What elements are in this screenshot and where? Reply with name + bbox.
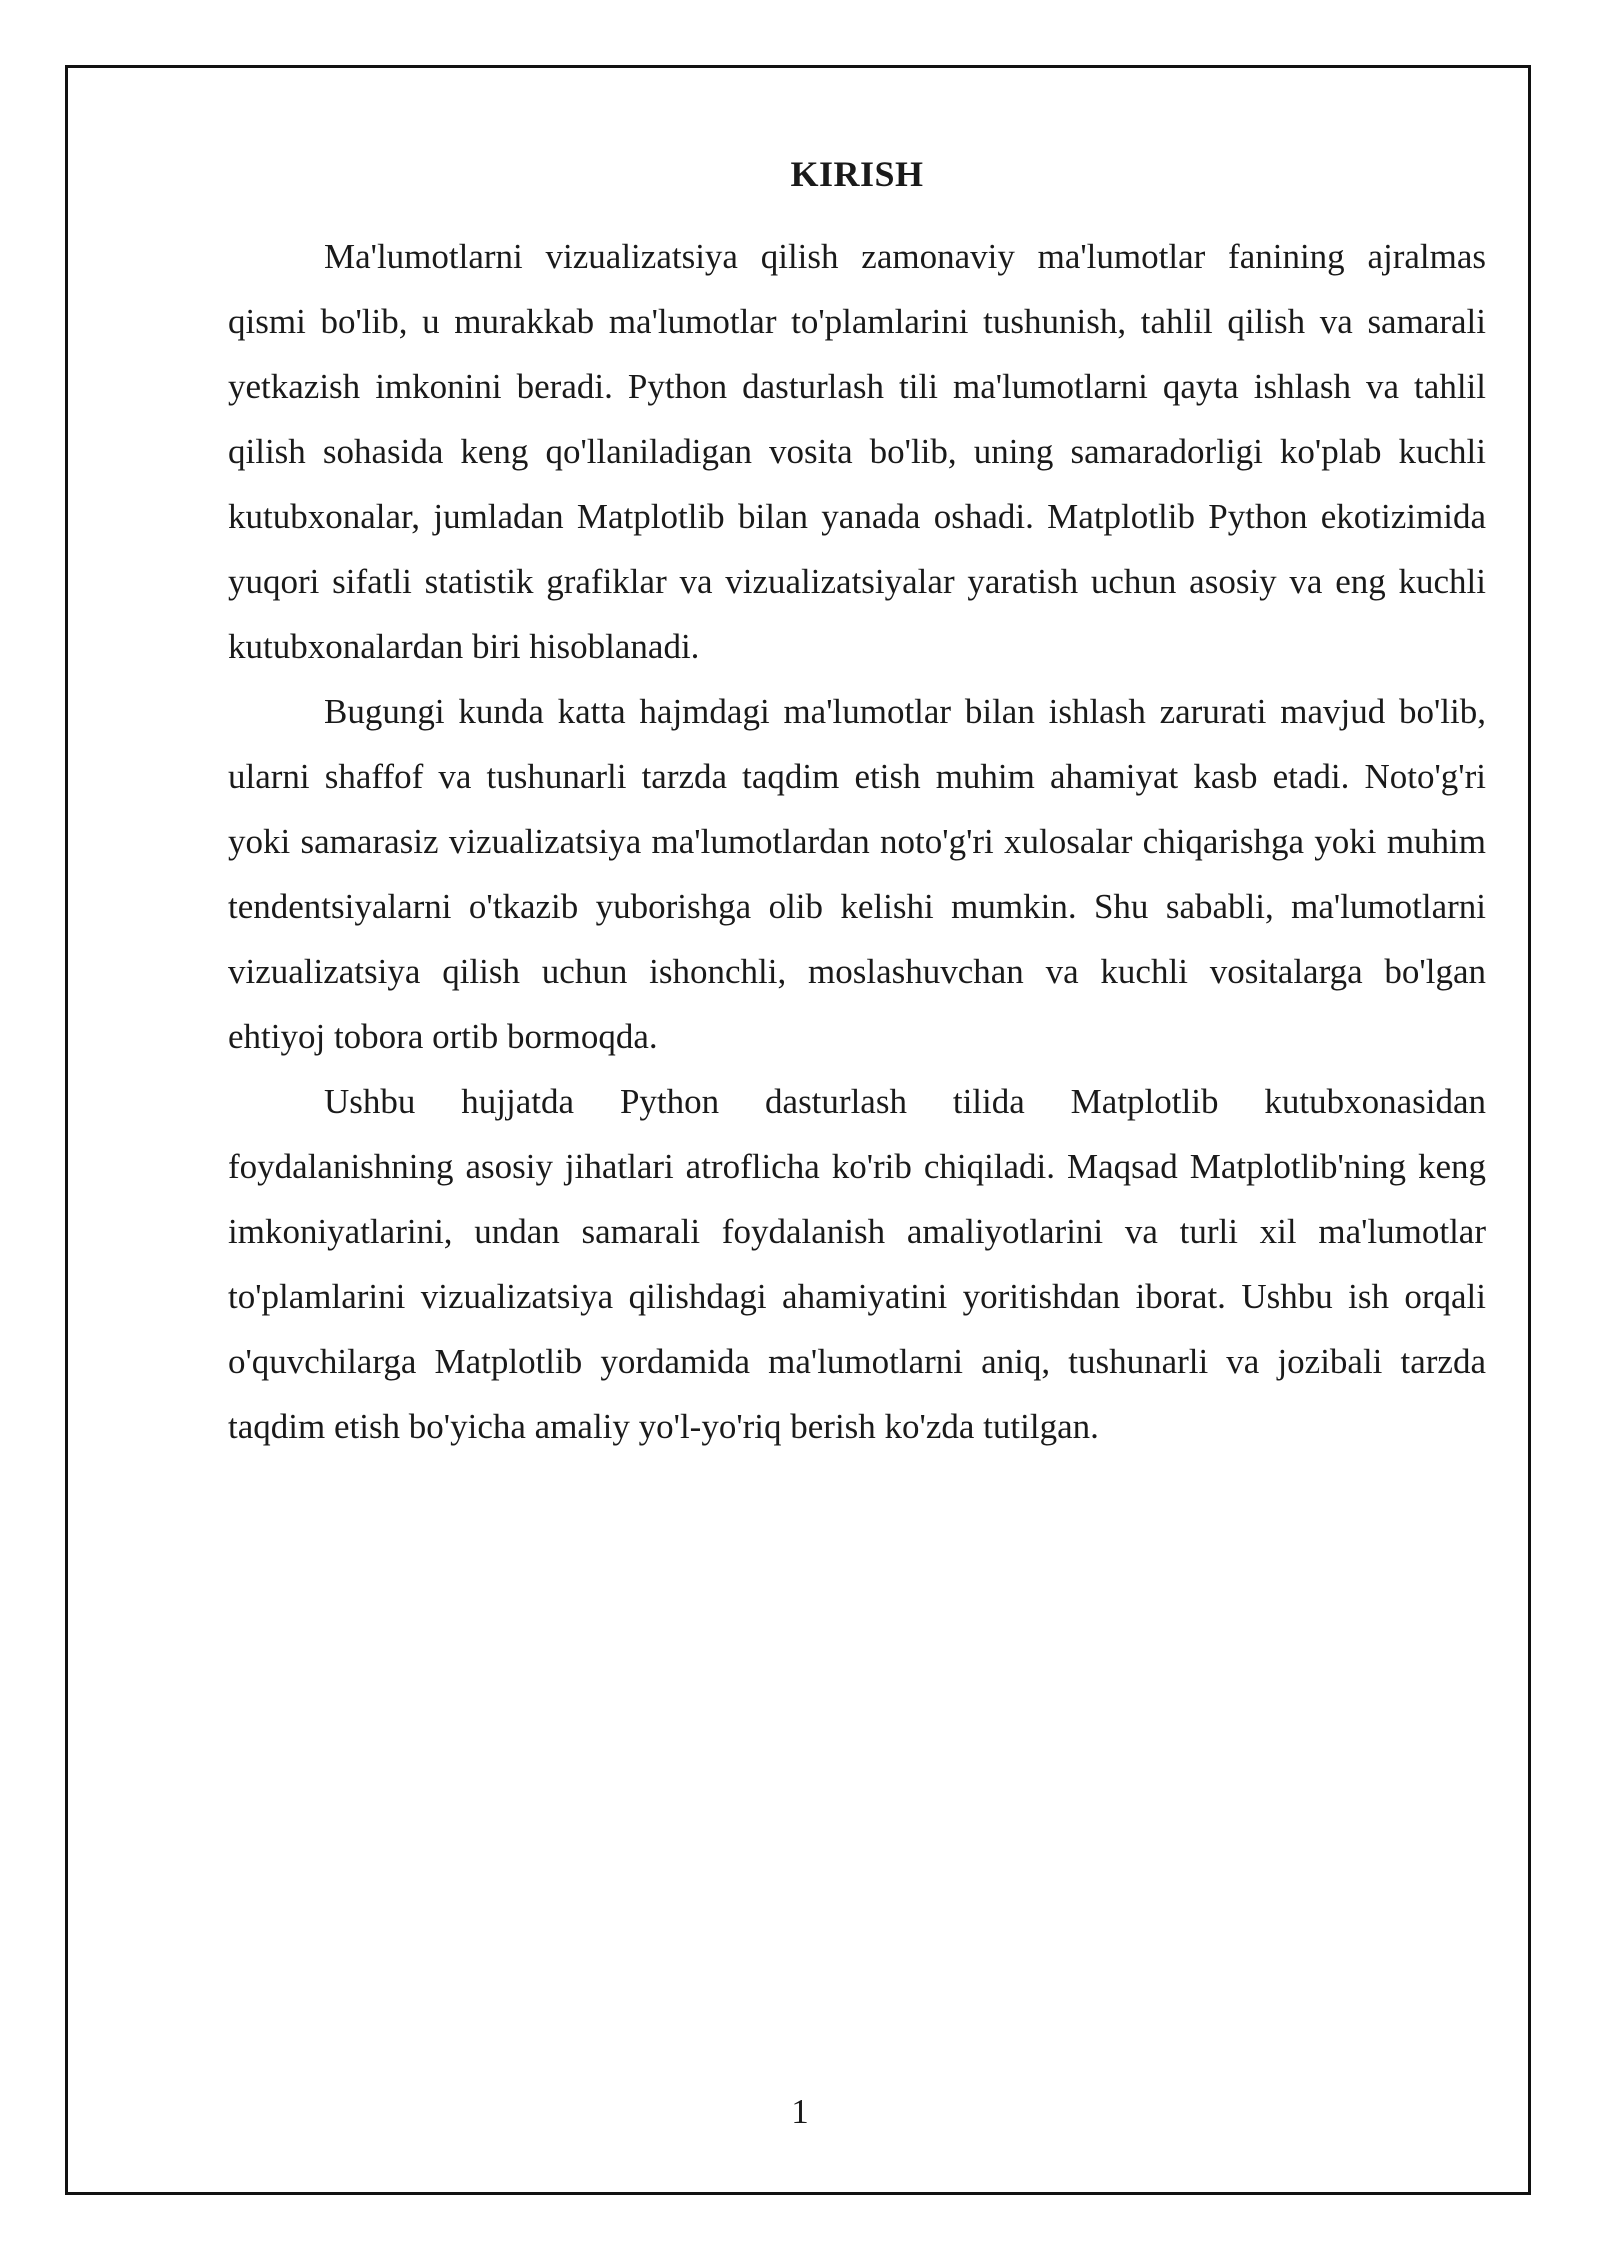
paragraph-data-needs: Bugungi kunda katta hajmdagi ma'lumotlar bilan ishlash zarurati mavjud bo'lib, ularni shaffof va tushunarli tarzda taqdim etish muhim ahamiyat kasb etadi. Noto'g'ri yoki samarasiz vizualizatsiya ma'lumotlardan noto'g'ri xulosalar chiqarishga yoki muhim tendentsiyalarni o'tkazib yuborishga olib kelishi mumkin. Shu sababli, ma'lumotlarni vizualizatsiya qilish uchun ishonchli, moslashuvchan va kuchli vositalarga bo'lgan ehtiyoj tobora ortib bormoqda. xyxy=(228,692,1486,1056)
document-body xyxy=(228,148,1486,1459)
paragraph-intro: Ma'lumotlarni vizualizatsiya qilish zamonaviy ma'lumotlar fanining ajralmas qismi bo'lib, u murakkab ma'lumotlar to'plamlarini tushunish, tahlil qilish va samarali yetkazish imkonini beradi. Python dasturlash tili ma'lumotlarni qayta ishlash va tahlil qilish sohasida keng qo'llaniladigan vosita bo'lib, uning samaradorligi ko'plab kuchli kutubxonalar, jumladan Matplotlib bilan yanada oshadi. Matplotlib Python ekotizimida yuqori sifatli statistik grafiklar va vizualizatsiyalar yaratish uchun asosiy va eng kuchli kutubxonalardan biri hisoblanadi. xyxy=(228,237,1486,666)
page-number: 1 xyxy=(791,2092,809,2131)
page-title: KIRISH xyxy=(790,154,924,194)
paragraph-document-purpose: Ushbu hujjatda Python dasturlash tilida Matplotlib kutubxonasidan foydalanishning asosiy jihatlari atroflicha ko'rib chiqiladi. Maqsad Matplotlib'ning keng imkoniyatlarini, undan samarali foydalanish amaliyotlarini va turli xil ma'lumotlar to'plamlarini vizualizatsiya qilishdagi ahamiyatini yoritishdan iborat. Ushbu ish orqali o'quvchilarga Matplotlib yordamida ma'lumotlarni aniq, tushunarli va jozibali tarzda taqdim etish bo'yicha amaliy yo'l-yo'riq berish ko'zda tutilgan. xyxy=(228,1082,1486,1446)
